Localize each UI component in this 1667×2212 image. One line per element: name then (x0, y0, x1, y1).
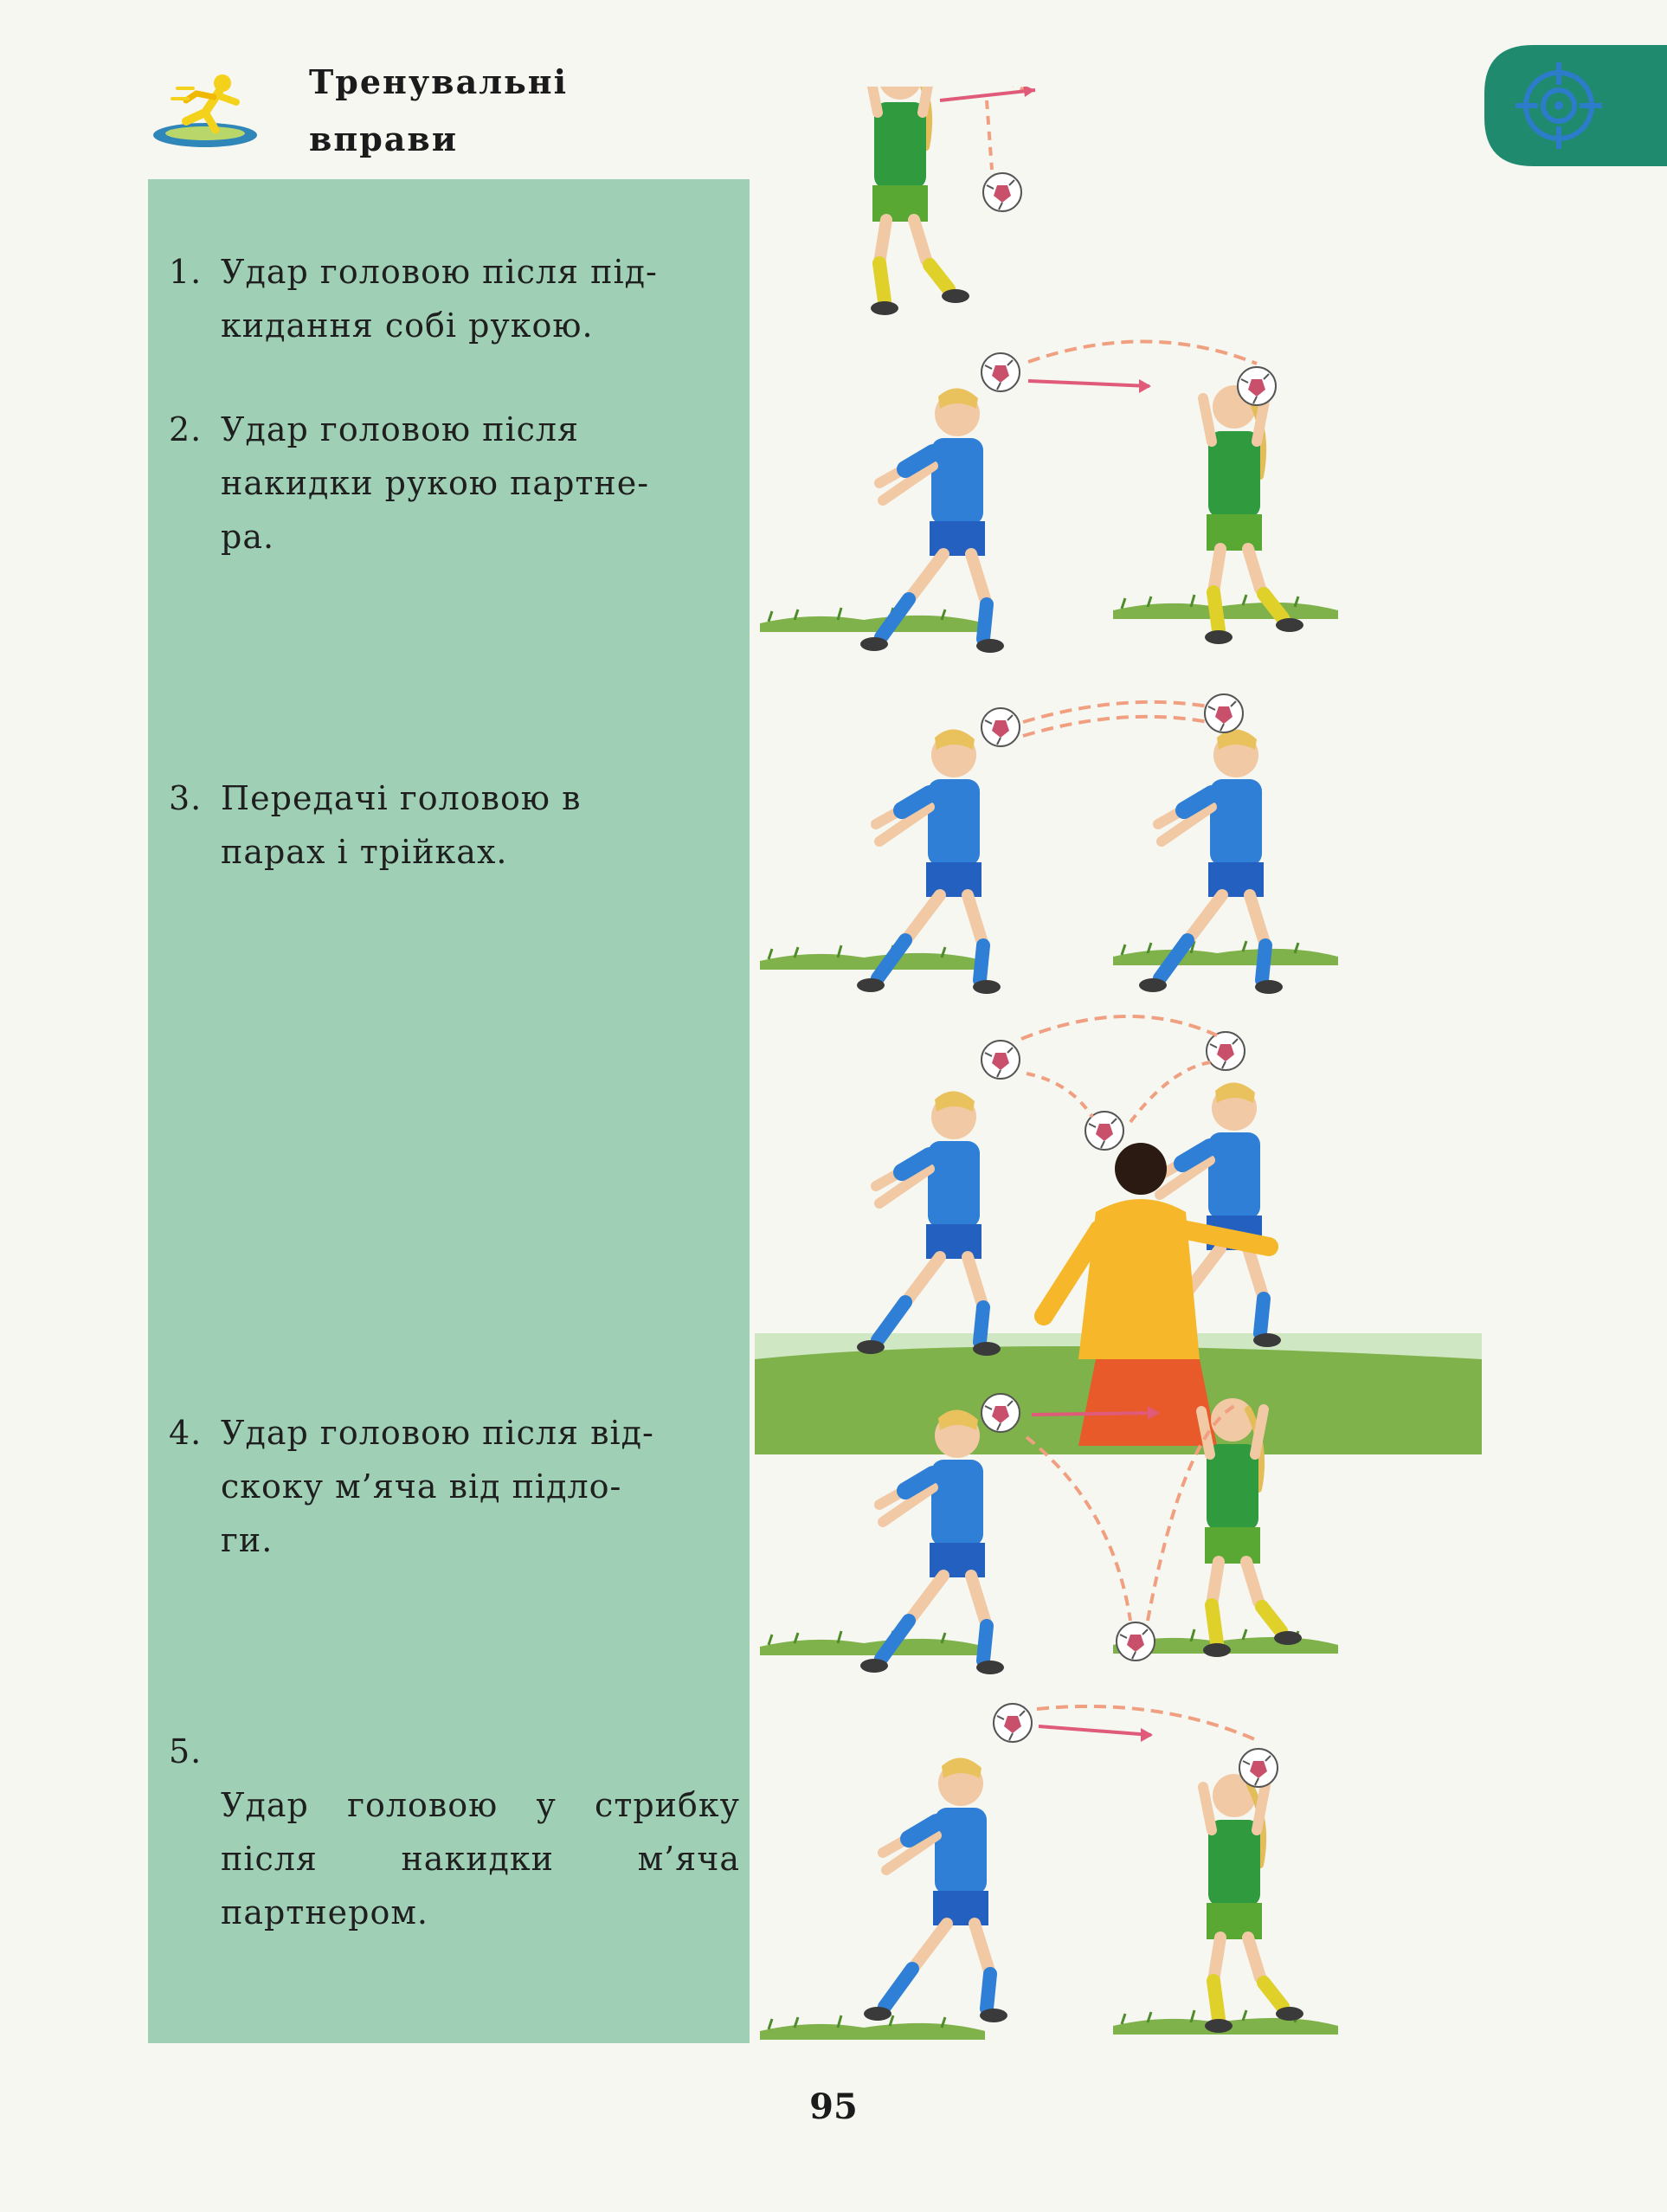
exercise-3 (169, 771, 740, 879)
exercise-text: Удар головою після під- кидання собі рукою. (221, 253, 658, 345)
exercise-number: 5. (169, 1732, 203, 1770)
illustration-exercise-1 (869, 87, 1035, 315)
exercise-2 (169, 403, 740, 564)
exercise-1 (169, 245, 740, 352)
exercise-text (169, 1725, 740, 1993)
illustration-exercise-5 (760, 1704, 1338, 2040)
exercise-number: 4. (169, 1414, 203, 1452)
exercise-text: Удар головою після накидки рукою партне- ра. (221, 410, 650, 556)
section-tab (1484, 45, 1667, 166)
exercise-panel (148, 179, 750, 2043)
exercise-number: 1. (169, 253, 203, 291)
illustration-exercise-3-triples (755, 1016, 1482, 1454)
section-title-line-2: вправи (309, 119, 458, 158)
section-title-line-1: Тренувальні (309, 62, 569, 101)
exercise-number: 3. (169, 779, 203, 817)
exercise-4 (169, 1406, 740, 1567)
section-title (309, 54, 568, 168)
exercise-text-justified: Удар головою у стрибку після накидки м’яча (221, 1786, 740, 1878)
illustration-exercise-2 (760, 341, 1338, 653)
running-athlete-icon (151, 68, 264, 154)
exercise-text: Удар головою після від- скоку м’яча від підло- ги. (221, 1414, 654, 1559)
illustration-exercise-3-pairs (760, 694, 1338, 994)
exercise-text: Передачі головою в парах і трійках. (221, 779, 582, 871)
exercise-5 (169, 1725, 740, 1993)
exercise-number: 2. (169, 410, 203, 448)
exercise-illustrations (750, 87, 1494, 2078)
exercise-text-last-line: партнером. (221, 1893, 428, 1931)
page-number: 95 (809, 2086, 858, 2127)
